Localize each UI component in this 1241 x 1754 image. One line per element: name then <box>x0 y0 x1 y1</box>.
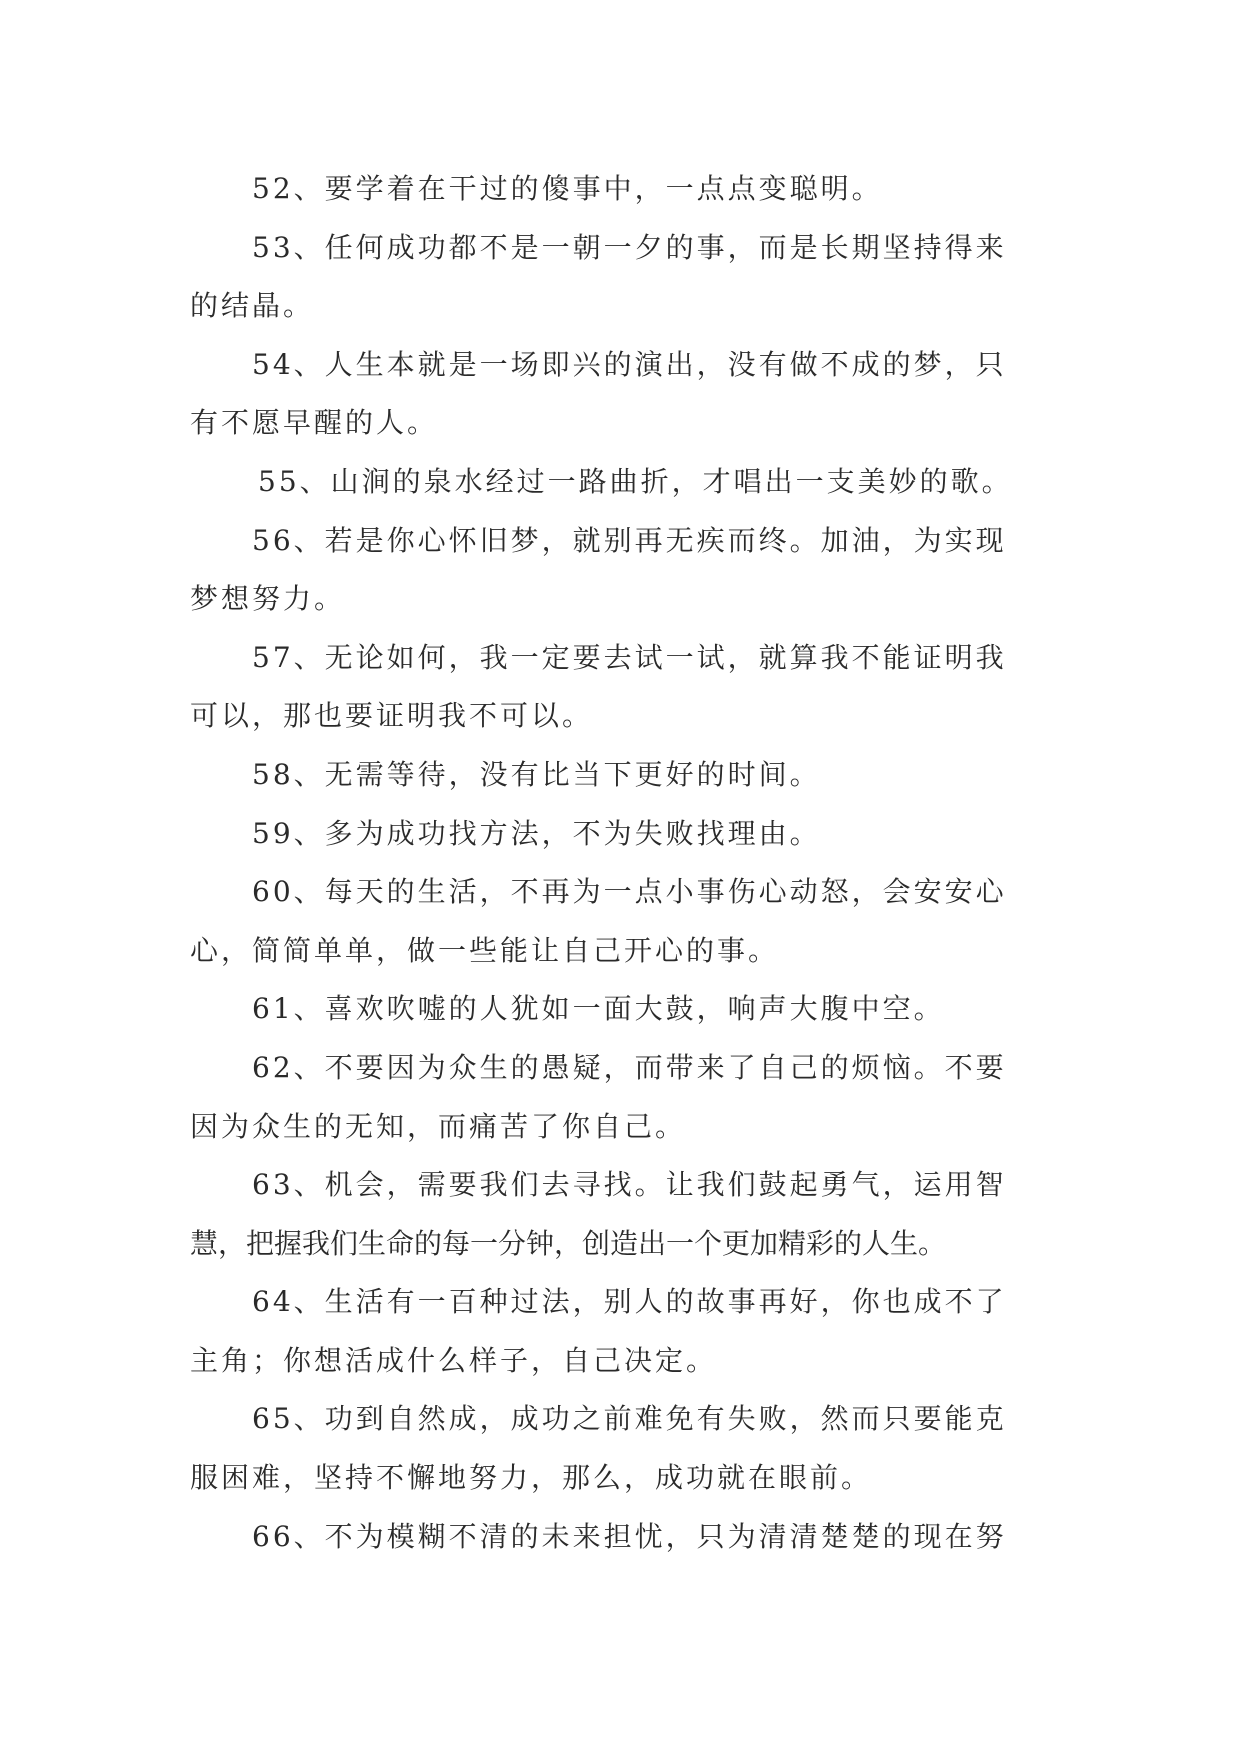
quote-65-line-2: 服困难，坚持不懈地努力，那么，成功就在眼前。 <box>190 1461 873 1495</box>
quote-60-line-2: 心，简简单单，做一些能让自己开心的事。 <box>190 933 780 967</box>
quote-58-line-1: 58、无需等待，没有比当下更好的时间。 <box>252 757 821 791</box>
quote-61-line-1: 61、喜欢吹嘘的人犹如一面大鼓，响声大腹中空。 <box>252 992 945 1026</box>
quote-65-line-1: 65、功到自然成，成功之前难免有失败，然而只要能克 <box>252 1402 1007 1436</box>
quote-53-line-1: 53、任何成功都不是一朝一夕的事，而是长期坚持得来 <box>252 230 1007 264</box>
document-body <box>190 160 1050 1566</box>
quote-55-line-1: 55、山涧的泉水经过一路曲折，才唱出一支美妙的歌。 <box>258 464 1013 498</box>
quote-52-line-1: 52、要学着在干过的傻事中，一点点变聪明。 <box>252 172 883 205</box>
quote-64-line-2: 主角；你想活成什么样子，自己决定。 <box>190 1343 718 1377</box>
quote-54-line-2: 有不愿早醒的人。 <box>190 406 439 440</box>
quote-56-line-2: 梦想努力。 <box>190 582 346 616</box>
quote-54-line-1: 54、人生本就是一场即兴的演出，没有做不成的梦，只 <box>252 347 1007 381</box>
quote-53-line-2: 的结晶。 <box>190 289 315 323</box>
quote-56-line-1: 56、若是你心怀旧梦，就别再无疾而终。加油，为实现 <box>252 523 1007 557</box>
quote-62-line-2: 因为众生的无知，而痛苦了你自己。 <box>190 1109 687 1143</box>
quote-60-line-1: 60、每天的生活，不再为一点小事伤心动怒，会安安心 <box>252 875 1007 909</box>
quote-59-line-1: 59、多为成功找方法，不为失败找理由。 <box>252 816 821 850</box>
quote-66-line-1: 66、不为模糊不清的未来担忧，只为清清楚楚的现在努 <box>252 1519 1007 1553</box>
quote-62-line-1: 62、不要因为众生的愚疑，而带来了自己的烦恼。不要 <box>252 1050 1007 1084</box>
quote-63-line-2: 慧，把握我们生命的每一分钟，创造出一个更加精彩的人生。 <box>190 1226 947 1260</box>
quote-57-line-1: 57、无论如何，我一定要去试一试，就算我不能证明我 <box>252 640 1007 674</box>
quote-64-line-1: 64、生活有一百种过法，别人的故事再好，你也成不了 <box>252 1285 1007 1319</box>
quote-57-line-2: 可以，那也要证明我不可以。 <box>190 699 594 733</box>
quote-63-line-1: 63、机会，需要我们去寻找。让我们鼓起勇气，运用智 <box>252 1168 1007 1202</box>
